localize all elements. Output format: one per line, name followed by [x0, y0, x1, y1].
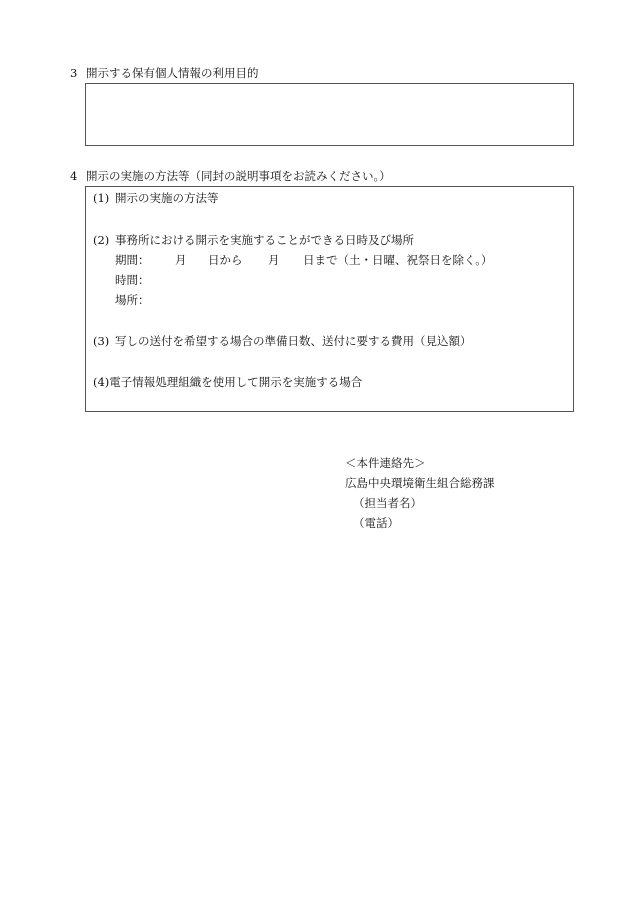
item4-label: (4)電子情報処理組織を使用して開示を実施する場合	[93, 375, 363, 389]
item3-number: (3)	[93, 334, 110, 348]
item2-label: 事務所における開示を実施することができる日時及び場所	[115, 233, 414, 247]
item1-number: (1)	[93, 191, 110, 205]
section4-number: 4	[70, 169, 78, 183]
period-label: 期間：	[115, 253, 150, 267]
contact-heading: ＜本件連絡先＞	[345, 456, 426, 470]
section4-title: 開示の実施の方法等（同封の説明事項をお読みください。）	[86, 169, 391, 183]
section3-purpose-box	[85, 83, 574, 146]
contact-department: 広島中央環境衛生組合総務課	[345, 476, 495, 490]
period-month-start: 月	[175, 253, 187, 267]
period-day-to: 日まで（土・日曜、祝祭日を除く。）	[303, 253, 493, 267]
item1-label: 開示の実施の方法等	[115, 191, 219, 205]
contact-person: （担当者名）	[353, 496, 422, 510]
place-label: 場所：	[115, 293, 150, 307]
section3-title: 開示する保有個人情報の利用目的	[86, 66, 259, 80]
period-day-from: 日から	[208, 253, 243, 267]
period-month-end: 月	[268, 253, 280, 267]
section3-number: 3	[70, 66, 78, 80]
contact-phone: （電話）	[353, 516, 399, 530]
item2-number: (2)	[93, 233, 110, 247]
item3-label: 写しの送付を希望する場合の準備日数、送付に要する費用（見込額）	[115, 334, 472, 348]
section4-method-box	[85, 186, 574, 412]
time-label: 時間：	[115, 273, 150, 287]
